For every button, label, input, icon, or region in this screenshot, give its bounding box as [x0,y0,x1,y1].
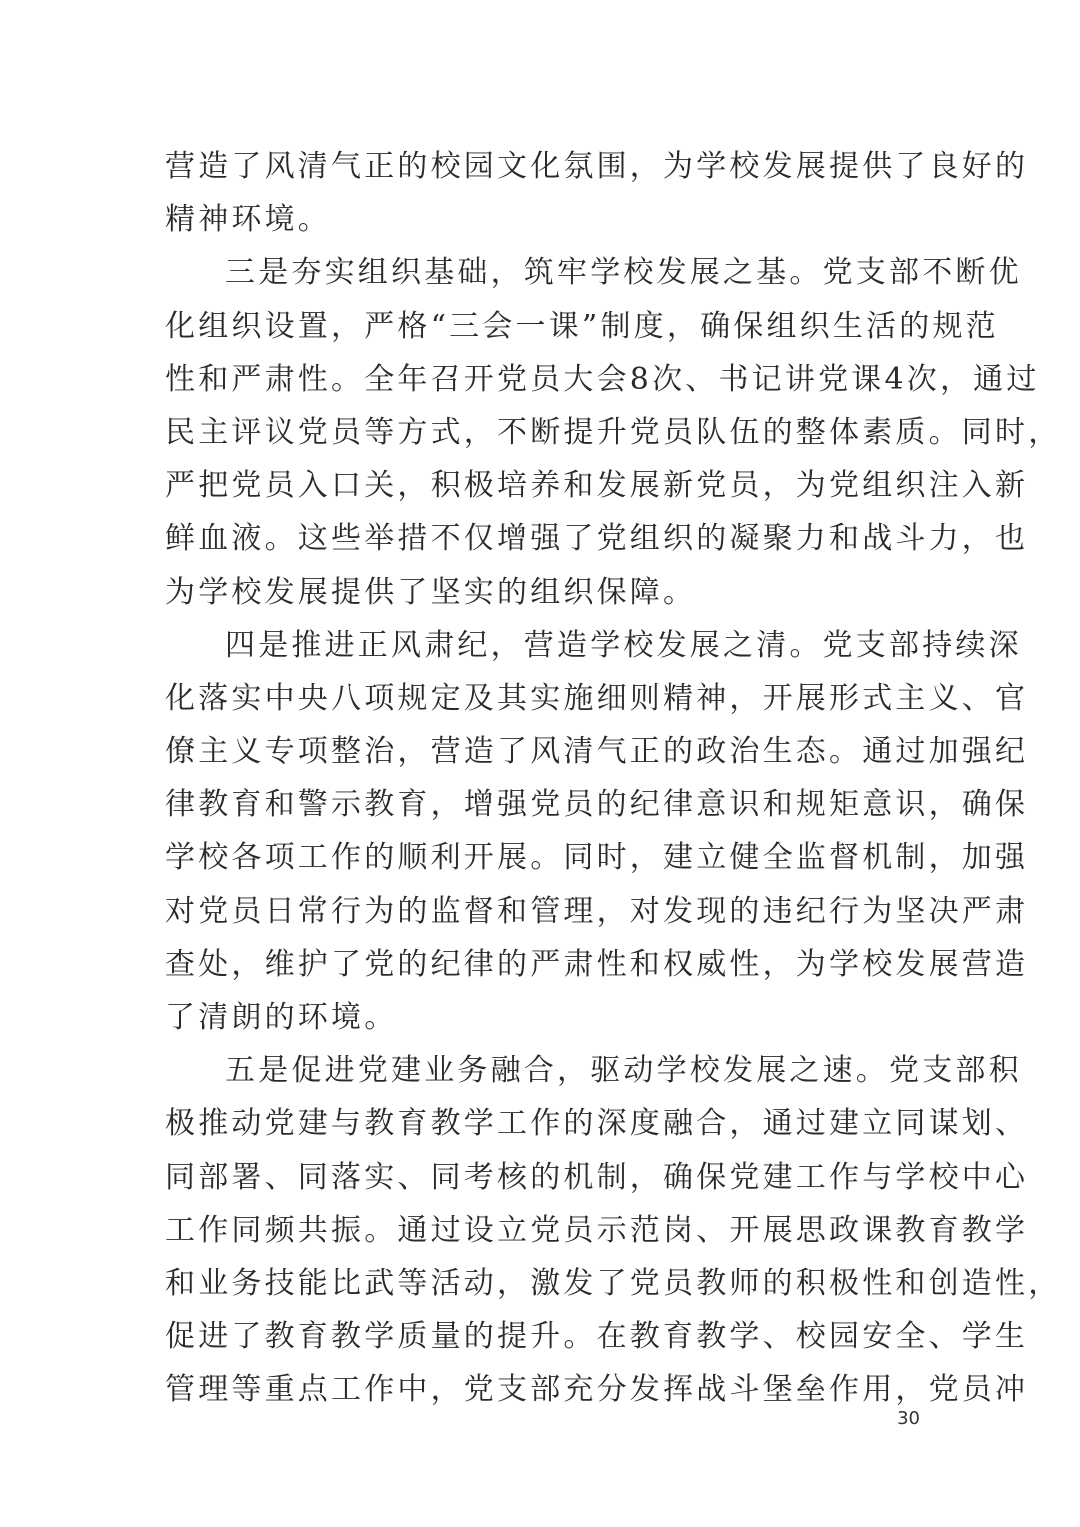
text-line: 营造了风清气正的校园文化氛围，为学校发展提供了良好的 [165,149,1029,184]
page-number: 30 [897,1408,920,1429]
text-line: 律教育和警示教育，增强党员的纪律意识和规矩意识，确保 [165,787,1029,823]
text-line: 了清朗的环境。 [165,1000,398,1035]
text-line: 严把党员入口关，积极培养和发展新党员，为党组织注入新 [165,468,1029,504]
text-line: 极推动党建与教育教学工作的深度融合，通过建立同谋划、 [165,1106,1029,1142]
text-line: 工作同频共振。通过设立党员示范岗、开展思政课教育教学 [165,1212,1029,1248]
text-line: 查处，维护了党的纪律的严肃性和权威性，为学校发展营造 [165,946,1029,982]
text-line: 管理等重点工作中，党支部充分发挥战斗堡垒作用，党员冲 [165,1372,1029,1408]
text-line: 民主评议党员等方式，不断提升党员队伍的整体素质。同时， [165,414,1062,450]
text-line: 对党员日常行为的监督和管理，对发现的违纪行为坚决严肃 [165,893,1029,929]
text-line: 同部署、同落实、同考核的机制，确保党建工作与学校中心 [165,1159,1029,1195]
text-line: 僚主义专项整治，营造了风清气正的政治生态。通过加强纪 [165,734,1029,770]
paragraph-start-line: 五是促进党建业务融合，驱动学校发展之速。党支部积 [225,1053,1022,1089]
paragraph-start-line: 四是推进正风肃纪，营造学校发展之清。党支部持续深 [225,627,1022,663]
text-line: 鲜血液。这些举措不仅增强了党组织的凝聚力和战斗力，也 [165,521,1029,557]
text-line: 为学校发展提供了坚实的组织保障。 [165,574,697,610]
text-line: 化组织设置，严格“三会一课”制度，确保组织生活的规范 [165,308,999,344]
text-line: 学校各项工作的顺利开展。同时，建立健全监督机制，加强 [165,840,1029,876]
text-line: 精神环境。 [165,202,331,238]
body-text [165,140,1062,1417]
text-line: 和业务技能比武等活动，激发了党员教师的积极性和创造性， [165,1265,1062,1301]
text-line: 促进了教育教学质量的提升。在教育教学、校园安全、学生 [165,1319,1029,1355]
text-line: 化落实中央八项规定及其实施细则精神，开展形式主义、官 [165,680,1029,716]
text-line: 性和严肃性。全年召开党员大会8次、书记讲党课4次，通过 [165,361,1040,397]
paragraph-start-line: 三是夯实组织基础，筑牢学校发展之基。党支部不断优 [225,255,1022,291]
